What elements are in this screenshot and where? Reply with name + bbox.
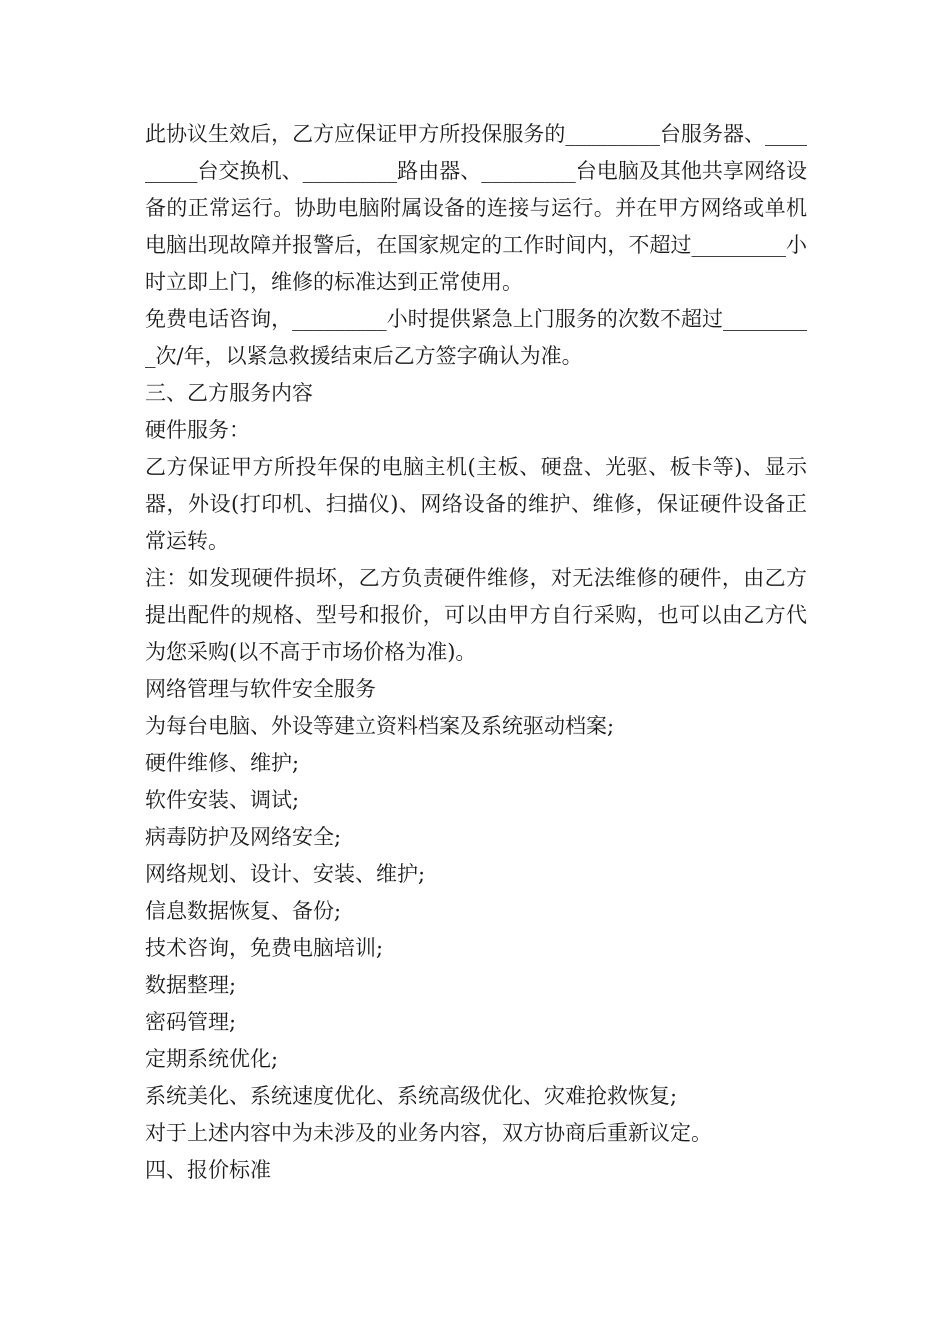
- list-item: 定期系统优化;: [145, 1047, 279, 1071]
- list-item: 病毒防护及网络安全;: [145, 825, 342, 849]
- list-item: 技术咨询，免费电脑培训;: [145, 936, 384, 960]
- list-item: 系统美化、系统速度优化、系统高级优化、灾难抢救恢复;: [145, 1084, 678, 1108]
- paragraph-service-guarantee: 此协议生效后，乙方应保证甲方所投保服务的_________台服务器、_________台交换机、_________路由器、_________台电脑及其他共享网络设备的正常运行。协助电脑附属设备的连接与运行。并在甲方网络或单机电脑出现故障并报警后，在国家规定的工作时间内，不超过_________小时立即上门，维修的标准达到正常使用。: [145, 122, 807, 294]
- list-item: 网络规划、设计、安装、维护;: [145, 862, 426, 886]
- list-item: 硬件维修、维护;: [145, 751, 300, 775]
- list-item: 为每台电脑、外设等建立资料档案及系统驱动档案;: [145, 714, 615, 738]
- list-item: 密码管理;: [145, 1010, 237, 1034]
- section-heading-service-content: 三、乙方服务内容: [145, 381, 313, 405]
- list-item: 数据整理;: [145, 973, 237, 997]
- subheading-network-software: 网络管理与软件安全服务: [145, 677, 376, 701]
- section-heading-pricing: 四、报价标准: [145, 1158, 271, 1182]
- paragraph-phone-consult: 免费电话咨询，_________小时提供紧急上门服务的次数不超过_________次/年，以紧急救援结束后乙方签字确认为准。: [145, 307, 807, 368]
- subheading-hardware-service: 硬件服务：: [145, 418, 250, 442]
- list-item: 信息数据恢复、备份;: [145, 899, 342, 923]
- document-body: [145, 116, 807, 1189]
- paragraph-hardware-note: 注：如发现硬件损坏，乙方负责硬件维修，对无法维修的硬件，由乙方提出配件的规格、型号和报价，可以由甲方自行采购，也可以由乙方代为您采购(以不高于市场价格为准)。: [145, 566, 807, 664]
- paragraph-other-business: 对于上述内容中为未涉及的业务内容，双方协商后重新议定。: [145, 1121, 712, 1145]
- paragraph-hardware-guarantee: 乙方保证甲方所投年保的电脑主机(主板、硬盘、光驱、板卡等)、显示器，外设(打印机、扫描仪)、网络设备的维护、维修，保证硬件设备正常运转。: [145, 455, 807, 553]
- list-item: 软件安装、调试;: [145, 788, 300, 812]
